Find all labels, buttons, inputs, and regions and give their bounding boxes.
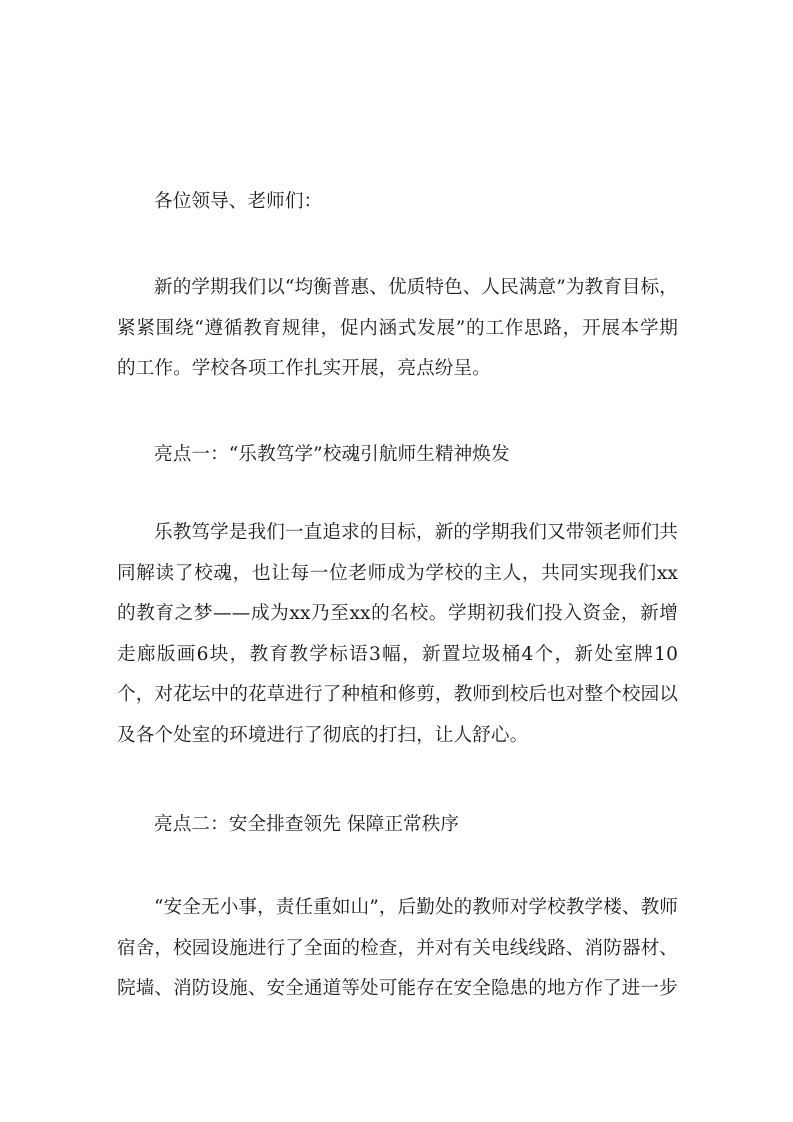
section-body-1: 乐教笃学是我们一直追求的目标，新的学期我们又带领老师们共同解读了校魂，也让每一位老师成为学校的主人，共同实现我们xx的教育之梦——成为xx乃至xx的名校。学期初我们投入资金，新增走廊版画6块，教育教学标语3幅，新置垃圾桶4个，新处室牌10个，对花坛中的花草进行了种植和修剪，教师到校后也对整个校园以及各个处室的环境进行了彻底的打扫，让人舒心。	[117, 522, 678, 746]
intro-paragraph: 新的学期我们以“均衡普惠、优质特色、人民满意”为教育目标，紧紧围绕“遵循教育规律，促内涵式发展”的工作思路，开展本学期的工作。学校各项工作扎实开展，亮点纷呈。	[117, 277, 678, 379]
section-body-2: “安全无小事，责任重如山”，后勤处的教师对学校教学楼、教师宿舍，校园设施进行了全面的检查，并对有关电线线路、消防器材、院墙、消防设施、安全通道等处可能存在安全隐患的地方作了进一步	[117, 897, 678, 999]
section-heading-2: 亮点二：安全排查领先 保障正常秩序	[154, 814, 460, 835]
section-heading-1: 亮点一：“乐教笃学”校魂引航师生精神焕发	[154, 444, 510, 465]
greeting: 各位领导、老师们：	[154, 191, 323, 212]
